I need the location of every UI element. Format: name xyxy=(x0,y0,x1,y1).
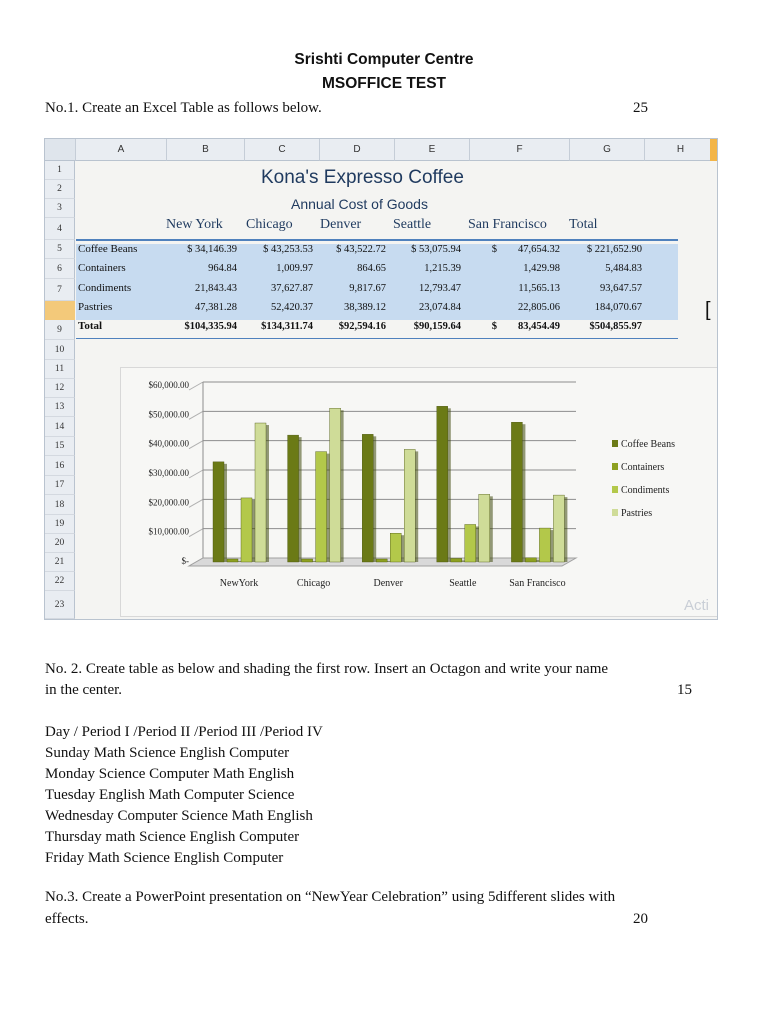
row-header[interactable]: 14 xyxy=(45,417,75,437)
value-cell: $134,311.74 xyxy=(261,321,313,332)
value-cell: 47,381.28 xyxy=(195,302,237,313)
row-header[interactable]: 19 xyxy=(45,515,75,534)
column-header[interactable]: G xyxy=(570,139,645,161)
value-cell: $90,159.64 xyxy=(413,321,461,332)
row-header[interactable]: 17 xyxy=(45,476,75,495)
row-header[interactable]: 12 xyxy=(45,379,75,398)
chart-bar xyxy=(227,559,238,562)
value-cell: 21,843.43 xyxy=(195,283,237,294)
value-cell: $504,855.97 xyxy=(589,321,642,332)
value-cell: $104,335.94 xyxy=(184,321,237,332)
chart-bar-side xyxy=(266,425,269,562)
column-header[interactable]: H xyxy=(645,139,717,161)
row-label: Pastries xyxy=(78,301,113,313)
chart-bar-side xyxy=(462,560,465,562)
value-cell: $ 43,522.72 xyxy=(336,244,386,255)
y-tick-label: $- xyxy=(181,556,189,566)
chart-bar-side xyxy=(490,496,493,562)
row-header[interactable]: 1 xyxy=(45,161,75,180)
timetable-line: Thursday math Science English Computer xyxy=(45,829,300,845)
value-cell: $ 47,654.32 xyxy=(491,244,560,255)
value-cell: 5,484.83 xyxy=(605,263,642,274)
header-seattle: Seattle xyxy=(393,217,432,232)
value-cell: 38,389.12 xyxy=(344,302,386,313)
header-newyork: New York xyxy=(166,217,223,232)
chart-bar-side xyxy=(313,561,316,562)
chart-bar xyxy=(213,462,224,562)
chart-bar-side xyxy=(476,526,479,562)
gridline-depth xyxy=(189,499,203,507)
gridline-depth xyxy=(189,441,203,449)
chart-bar xyxy=(362,434,373,562)
chart-bar-side xyxy=(536,560,539,562)
chart-bar-side xyxy=(327,454,330,562)
chart-bar-side xyxy=(522,424,525,562)
chart-bar xyxy=(241,498,252,562)
chart-bar xyxy=(437,406,448,562)
chart-bar-side xyxy=(238,561,241,562)
timetable-line: Day / Period I /Period II /Period III /Period IV xyxy=(45,724,323,740)
header-chicago: Chicago xyxy=(246,217,293,232)
row-header[interactable]: 22 xyxy=(45,572,75,591)
column-header[interactable]: F xyxy=(470,139,570,161)
header-underline xyxy=(76,239,678,241)
row-header[interactable]: 3 xyxy=(45,199,75,218)
chart-bar xyxy=(553,495,564,562)
chart-bar-side xyxy=(550,530,553,562)
value-cell: 12,793.47 xyxy=(419,283,461,294)
gridline-depth xyxy=(189,529,203,537)
chart-bar-side xyxy=(299,437,302,562)
x-category-label: Chicago xyxy=(296,578,331,589)
row-header[interactable]: 11 xyxy=(45,360,75,379)
chart-bar xyxy=(465,524,476,562)
chart-bar-side xyxy=(415,451,418,562)
row-header[interactable]: 4 xyxy=(45,218,75,240)
header-denver: Denver xyxy=(320,217,362,232)
chart-bar-side xyxy=(448,408,451,562)
sheet-title: Kona's Expresso Coffee xyxy=(261,167,464,188)
value-cell: 1,215.39 xyxy=(424,263,461,274)
value-cell: $92,594.16 xyxy=(338,321,386,332)
gridline-depth xyxy=(189,382,203,390)
row-label: Coffee Beans xyxy=(78,243,138,255)
chart-bar-side xyxy=(252,500,255,562)
chart-bar xyxy=(302,559,313,562)
y-tick-label: $40,000.00 xyxy=(148,438,189,449)
timetable-line: Monday Science Computer Math English xyxy=(45,766,295,782)
row-header[interactable]: 23 xyxy=(45,591,75,619)
value-cell: 9,817.67 xyxy=(349,283,386,294)
row-header[interactable]: 9 xyxy=(45,320,75,340)
gridline-depth xyxy=(189,470,203,478)
q1-text: No.1. Create an Excel Table as follows below. xyxy=(45,100,322,116)
q2-text-1: No. 2. Create table as below and shading the first row. Insert an Octagon and write your name xyxy=(45,661,609,677)
row-header[interactable]: 6 xyxy=(45,259,75,279)
row-header[interactable]: 20 xyxy=(45,534,75,553)
value-cell: 93,647.57 xyxy=(600,283,642,294)
chart-bar xyxy=(390,533,401,562)
row-label: Total xyxy=(78,320,103,332)
legend-swatch xyxy=(612,463,618,470)
row-header[interactable]: 16 xyxy=(45,456,75,476)
row-header[interactable]: 5 xyxy=(45,240,75,259)
legend-label: Pastries xyxy=(621,508,653,519)
q3-marks: 20 xyxy=(633,911,648,927)
row-header[interactable]: 21 xyxy=(45,553,75,572)
x-category-label: Denver xyxy=(373,578,403,589)
value-cell: 22,805.06 xyxy=(518,302,560,313)
column-header[interactable]: E xyxy=(395,139,470,161)
q3-text-1: No.3. Create a PowerPoint presentation on “NewYear Celebration” using 5different slides with xyxy=(45,889,616,905)
value-cell: $ 43,253.53 xyxy=(263,244,313,255)
y-tick-label: $30,000.00 xyxy=(148,468,189,478)
chart-bar xyxy=(316,452,327,562)
value-cell: 184,070.67 xyxy=(594,302,642,313)
x-category-label: NewYork xyxy=(219,578,259,589)
value-cell: 964.84 xyxy=(208,263,237,274)
timetable-line: Tuesday English Math Computer Science xyxy=(45,787,295,803)
column-header[interactable]: D xyxy=(320,139,395,161)
column-header[interactable]: C xyxy=(245,139,320,161)
excel-screenshot xyxy=(44,138,718,620)
y-tick-label: $20,000.00 xyxy=(148,497,189,508)
column-chart xyxy=(120,367,718,617)
centre-title: Srishti Computer Centre xyxy=(294,51,474,68)
value-cell: 52,420.37 xyxy=(271,302,313,313)
value-cell: 37,627.87 xyxy=(271,283,313,294)
row-label: Containers xyxy=(78,262,126,274)
chart-bar-side xyxy=(373,436,376,562)
gridline-depth xyxy=(189,411,203,419)
value-cell: 864.65 xyxy=(357,263,386,274)
timetable-line: Wednesday Computer Science Math English xyxy=(45,808,313,824)
y-tick-label: $10,000.00 xyxy=(148,526,189,537)
legend-swatch xyxy=(612,486,618,493)
chart-bar xyxy=(376,559,387,562)
timetable-line: Friday Math Science English Computer xyxy=(45,850,284,866)
legend-label: Coffee Beans xyxy=(621,439,675,450)
q2-text-2: in the center. xyxy=(45,682,123,698)
row-header[interactable]: 7 xyxy=(45,279,75,301)
row-header[interactable]: 13 xyxy=(45,398,75,417)
q2-marks: 15 xyxy=(677,682,692,698)
chart-bar-side xyxy=(401,535,404,562)
chart-bar xyxy=(525,558,536,562)
column-header[interactable]: B xyxy=(167,139,245,161)
chart-bar xyxy=(330,408,341,562)
legend-label: Containers xyxy=(621,462,665,473)
chart-bar xyxy=(479,494,490,562)
timetable-lines xyxy=(45,722,323,869)
x-category-label: Seattle xyxy=(449,578,477,589)
value-cell: 1,429.98 xyxy=(523,263,560,274)
q1-marks: 25 xyxy=(633,100,648,116)
activation-watermark: Acti xyxy=(684,597,710,614)
timetable-line: Sunday Math Science English Computer xyxy=(45,745,290,761)
legend-swatch xyxy=(612,440,618,447)
chart-bar xyxy=(255,423,266,562)
chart-bar xyxy=(288,435,299,562)
total-underline xyxy=(76,338,678,339)
chart-bar-side xyxy=(387,561,390,562)
row-header[interactable]: 15 xyxy=(45,437,75,456)
legend-swatch xyxy=(612,509,618,516)
chart-bar xyxy=(404,449,415,562)
chart-bar xyxy=(539,528,550,562)
chart-svg xyxy=(121,368,717,616)
chart-bar-side xyxy=(564,497,567,562)
sheet-subtitle: Annual Cost of Goods xyxy=(291,196,428,212)
scroll-marker xyxy=(710,139,717,161)
row-header[interactable]: 2 xyxy=(45,180,75,199)
header-total: Total xyxy=(569,217,598,232)
value-cell: 11,565.13 xyxy=(518,283,560,294)
value-cell: $ 221,652.90 xyxy=(586,244,642,255)
value-cell: 23,074.84 xyxy=(419,302,461,313)
header-sanfrancisco: San Francisco xyxy=(468,217,547,232)
value-cell: $ 83,454.49 xyxy=(491,321,560,332)
q3-text-2: effects. xyxy=(45,911,89,927)
value-cell: $ 53,075.94 xyxy=(411,244,461,255)
test-title: MSOFFICE TEST xyxy=(322,75,446,92)
chart-bar xyxy=(511,422,522,562)
legend-label: Condiments xyxy=(621,485,670,496)
row-label: Condiments xyxy=(78,282,132,294)
value-cell: 1,009.97 xyxy=(276,263,313,274)
row-header[interactable]: 18 xyxy=(45,495,75,515)
row-header[interactable]: 10 xyxy=(45,340,75,360)
chart-bar xyxy=(451,558,462,562)
chart-bar-side xyxy=(224,464,227,562)
select-all-corner xyxy=(45,139,76,161)
x-category-label: San Francisco xyxy=(509,578,566,589)
value-cell: $ 34,146.39 xyxy=(187,244,237,255)
y-tick-label: $50,000.00 xyxy=(148,409,189,420)
chart-bar-side xyxy=(341,410,344,562)
column-header[interactable]: A xyxy=(76,139,167,161)
active-row-header xyxy=(45,301,75,320)
bracket-glyph: [ xyxy=(705,299,711,321)
y-tick-label: $60,000.00 xyxy=(148,380,189,390)
